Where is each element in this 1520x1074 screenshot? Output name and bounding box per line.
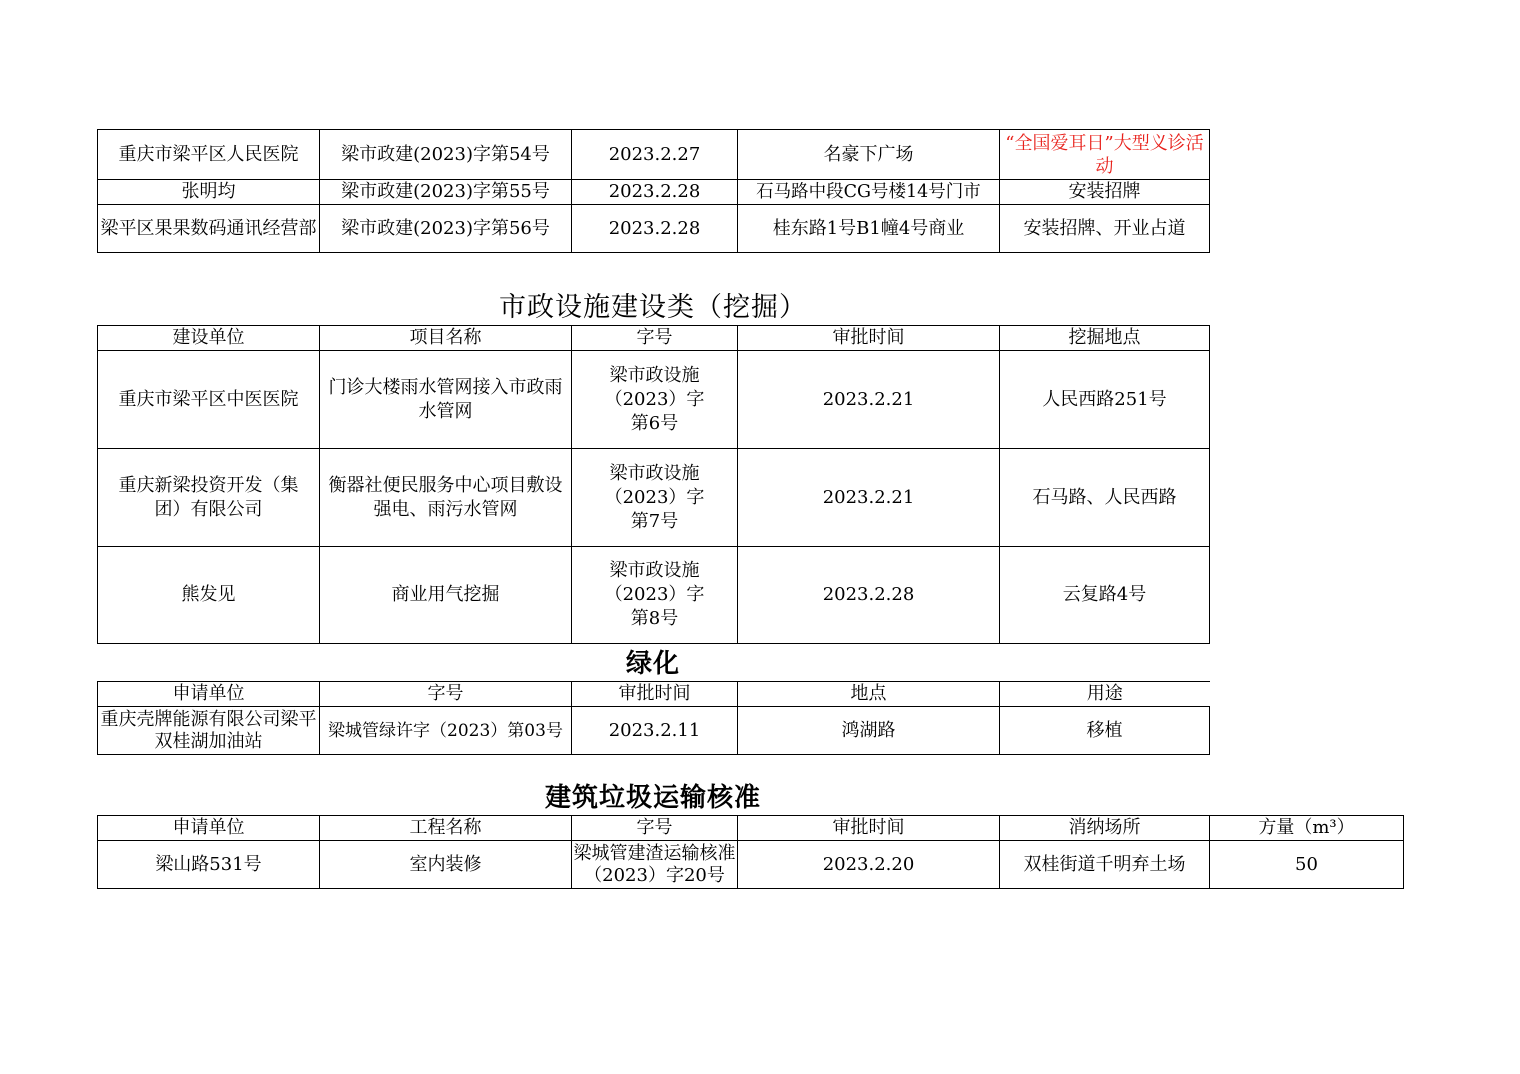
cell: 50	[1210, 841, 1404, 889]
table-row	[98, 351, 1210, 449]
cell: 石马路中段CG号楼14号门市	[738, 180, 1000, 205]
column-header: 字号	[572, 326, 738, 351]
cell: 人民西路251号	[1000, 351, 1210, 449]
table-header-row	[98, 682, 1210, 707]
table-row	[98, 130, 1210, 180]
column-header: 工程名称	[320, 816, 572, 841]
column-header: 字号	[572, 816, 738, 841]
column-header: 建设单位	[98, 326, 320, 351]
cell: 梁山路531号	[98, 841, 320, 889]
cell: 商业用气挖掘	[320, 547, 572, 644]
cell: 2023.2.28	[572, 180, 738, 205]
section-title-greening: 绿化	[625, 649, 680, 679]
column-header: 地点	[738, 682, 1000, 707]
cell: 梁市政设施（2023）字第7号	[572, 449, 738, 547]
cell: 梁市政建(2023)字第55号	[320, 180, 572, 205]
cell: 重庆市梁平区中医医院	[98, 351, 320, 449]
greening-table	[97, 681, 1210, 755]
cell: 石马路、人民西路	[1000, 449, 1210, 547]
column-header: 申请单位	[98, 682, 320, 707]
cell: 云复路4号	[1000, 547, 1210, 644]
cell: 移植	[1000, 707, 1210, 755]
cell: 重庆壳牌能源有限公司梁平双桂湖加油站	[98, 707, 320, 755]
column-header: 方量（m³）	[1210, 816, 1404, 841]
cell: 重庆新梁投资开发（集团）有限公司	[98, 449, 320, 547]
cell: 鸿湖路	[738, 707, 1000, 755]
cell: 安装招牌	[1000, 180, 1210, 205]
table-row	[98, 205, 1210, 253]
construction-waste-table	[97, 815, 1404, 889]
column-header: 用途	[1000, 682, 1210, 707]
table-header-row	[98, 816, 1404, 841]
table-header-row	[98, 326, 1210, 351]
cell: 2023.2.20	[738, 841, 1000, 889]
column-header: 消纳场所	[1000, 816, 1210, 841]
cell: 梁市政设施（2023）字第8号	[572, 547, 738, 644]
cell: 名豪下广场	[738, 130, 1000, 180]
section-title-excavation: 市政设施建设类（挖掘）	[499, 292, 807, 323]
table-row	[98, 841, 1404, 889]
cell: 张明均	[98, 180, 320, 205]
column-header: 审批时间	[738, 816, 1000, 841]
cell: 梁市政建(2023)字第54号	[320, 130, 572, 180]
cell: 2023.2.28	[738, 547, 1000, 644]
cell: 门诊大楼雨水管网接入市政雨水管网	[320, 351, 572, 449]
cell: 衡器社便民服务中心项目敷设强电、雨污水管网	[320, 449, 572, 547]
cell: 梁平区果果数码通讯经营部	[98, 205, 320, 253]
cell: 桂东路1号B1幢4号商业	[738, 205, 1000, 253]
cell: 梁城管建渣运输核准（2023）字20号	[572, 841, 738, 889]
cell: 2023.2.21	[738, 449, 1000, 547]
cell: 2023.2.28	[572, 205, 738, 253]
cell: 室内装修	[320, 841, 572, 889]
table-row	[98, 180, 1210, 205]
table-row	[98, 449, 1210, 547]
cell: 安装招牌、开业占道	[1000, 205, 1210, 253]
column-header: 审批时间	[738, 326, 1000, 351]
cell-highlight: “全国爱耳日”大型义诊活动	[1000, 130, 1210, 180]
column-header: 项目名称	[320, 326, 572, 351]
cell: 梁城管绿许字（2023）第03号	[320, 707, 572, 755]
cell: 2023.2.27	[572, 130, 738, 180]
cell: 重庆市梁平区人民医院	[98, 130, 320, 180]
cell: 熊发见	[98, 547, 320, 644]
column-header: 申请单位	[98, 816, 320, 841]
cell: 2023.2.11	[572, 707, 738, 755]
cell: 梁市政建(2023)字第56号	[320, 205, 572, 253]
column-header: 字号	[320, 682, 572, 707]
column-header: 审批时间	[572, 682, 738, 707]
section-title-construction-waste: 建筑垃圾运输核准	[544, 783, 761, 813]
table-row	[98, 707, 1210, 755]
cell: 梁市政设施（2023）字第6号	[572, 351, 738, 449]
cell: 2023.2.21	[738, 351, 1000, 449]
table-row	[98, 547, 1210, 644]
excavation-table	[97, 325, 1210, 644]
approval-table-1	[97, 129, 1210, 253]
column-header: 挖掘地点	[1000, 326, 1210, 351]
cell: 双桂街道千明弃土场	[1000, 841, 1210, 889]
